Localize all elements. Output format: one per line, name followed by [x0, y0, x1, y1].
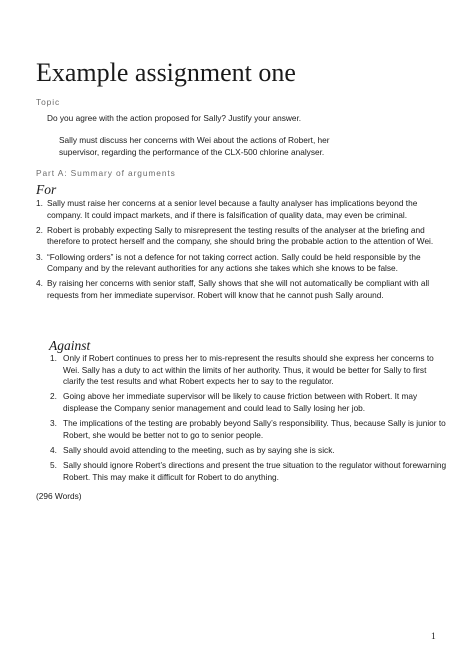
list-item [50, 353, 450, 388]
page-title: Example assignment one [36, 58, 296, 87]
list-item [50, 445, 450, 457]
item-text: The implications of the testing are probably beyond Sally’s responsibility. Thus, because Sally is junior to Robert, she would be better not to go to senior people. [63, 418, 446, 440]
topic-scenario: Sally must discuss her concerns with Wei about the actions of Robert, her supervisor, regarding the performance of the CLX-500 chlorine analyser. [59, 135, 330, 157]
list-item [36, 252, 450, 275]
for-heading: For [36, 182, 57, 197]
list-item [36, 198, 450, 221]
list-item [36, 278, 450, 301]
item-number: 2. [36, 224, 43, 235]
item-text: Sally should ignore Robert’s directions and present the true situation to the regulator without forewarning Robert. This may make it difficult for Robert to do anything. [63, 460, 447, 482]
item-number: 3. [36, 251, 43, 262]
item-text: Robert is probably expecting Sally to misrepresent the testing results of the analyser at the briefing and therefore to protect herself and the company, she should bring the probable action to the attention of Wei. [47, 224, 434, 247]
part-a-label: Part A: Summary of arguments [36, 168, 176, 178]
item-number: 3. [50, 418, 57, 429]
item-number: 1. [50, 353, 57, 363]
item-text: “Following orders” is not a defence for not taking correct action. Sally could be held responsible by the Company and by the relevant authorities for any actions she takes which she knows to be false. [47, 251, 421, 274]
item-text: Only if Robert continues to press her to mis-represent the results should she express her concerns to Wei. Sally has a duty to act within the limits of her authority. Thus, it would be better for Sally to first clarify the test results and what Robert expects her to say to the regulator. [63, 353, 434, 387]
list-item [50, 460, 450, 483]
item-text: Sally should avoid attending to the meeting, such as by saying she is sick. [63, 444, 335, 455]
item-number: 5. [50, 460, 57, 471]
item-number: 4. [36, 278, 43, 289]
word-count: (296 Words) [36, 491, 82, 501]
topic-label: Topic [36, 97, 61, 107]
page-number: 1 [431, 632, 436, 642]
against-heading: Against [49, 338, 91, 353]
against-arguments-list [50, 353, 450, 487]
item-text: By raising her concerns with senior staff, Sally shows that she will not automatically be compliant with all requests from her immediate supervisor. Robert will know that he cannot push Sally around. [47, 278, 430, 300]
item-number: 1. [36, 198, 43, 208]
for-arguments-list [36, 198, 450, 305]
item-text: Going above her immediate supervisor will be likely to cause friction between with Robert. It may displease the Company senior management and could lead to Sally losing her job. [63, 391, 418, 413]
item-text: Sally must raise her concerns at a senior level because a faulty analyser has implications beyond the company. It could impact markets, and if there is falsification of quality data, may even be criminal. [47, 198, 418, 220]
item-number: 4. [50, 444, 57, 455]
list-item [50, 391, 450, 414]
topic-question: Do you agree with the action proposed for Sally? Justify your answer. [47, 113, 302, 123]
item-number: 2. [50, 391, 57, 402]
list-item [36, 225, 450, 248]
list-item [50, 418, 450, 441]
